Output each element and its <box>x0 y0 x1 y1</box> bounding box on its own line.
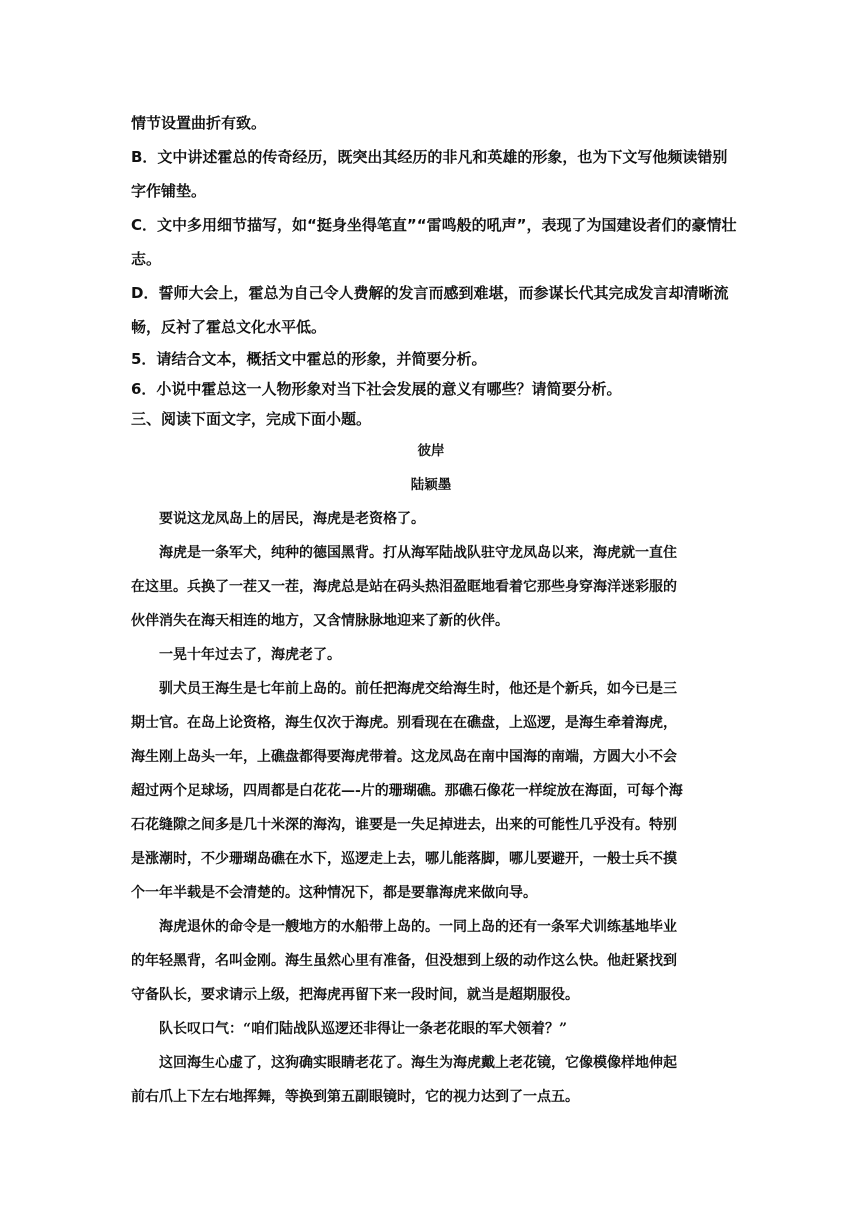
section-three-heading: 三、阅读下面文字，完成下面小题。 <box>131 410 372 428</box>
story-line: 要说这龙凤岛上的居民，海虎是老资格了。 <box>159 511 425 527</box>
story-line: 伙伴消失在海天相连的地方，又含情脉脉地迎来了新的伙伴。 <box>131 613 509 629</box>
story-line: 这回海生心虚了，这狗确实眼睛老花了。海生为海虎戴上老花镜，它像模像样地伸起 <box>159 1055 677 1071</box>
option-c-line: 志。 <box>131 250 162 268</box>
story-line: 一晃十年过去了，海虎老了。 <box>159 647 341 663</box>
story-author: 陆颖墨 <box>410 477 452 493</box>
story-line: 海虎是一条军犬，纯种的德国黑背。打从海军陆战队驻守龙凤岛以来，海虎就一直住 <box>159 545 677 561</box>
document-page <box>131 106 737 1114</box>
story-line: 是涨潮时，不少珊瑚岛礁在水下，巡逻走上去，哪儿能落脚，哪儿要避开，一般士兵不摸 <box>131 851 677 867</box>
question-5: 5．请结合文本，概括文中霍总的形象，并简要分析。 <box>131 350 487 368</box>
story-line: 在这里。兵换了一茬又一茬，海虎总是站在码头热泪盈眶地看着它那些身穿海洋迷彩服的 <box>131 579 677 595</box>
option-d-line: 畅，反衬了霍总文化水平低。 <box>131 318 327 336</box>
story-line: 石花缝隙之间多是几十米深的海沟，谁要是一失足掉进去，出来的可能性几乎没有。特别 <box>131 817 677 833</box>
option-b-line: 字作铺垫。 <box>131 182 207 200</box>
story-line: 守备队长，要求请示上级，把海虎再留下来一段时间，就当是超期服役。 <box>131 987 579 1003</box>
story-title: 彼岸 <box>417 443 445 459</box>
story-line: 驯犬员王海生是七年前上岛的。前任把海虎交给海生时，他还是个新兵，如今已是三 <box>159 681 677 697</box>
story-body <box>131 502 731 1114</box>
story-line: 前右爪上下左右地挥舞，等换到第五副眼镜时，它的视力达到了一点五。 <box>131 1089 579 1105</box>
option-c-line: C．文中多用细节描写，如“挺身坐得笔直”“雷鸣般的吼声”，表现了为国建设者们的豪情壮 <box>131 216 737 234</box>
story-line: 的年轻黑背，名叫金刚。海生虽然心里有准备，但没想到上级的动作这么快。他赶紧找到 <box>131 953 677 969</box>
option-d-line: D．誓师大会上，霍总为自己令人费解的发言而感到难堪，而参谋长代其完成发言却清晰流 <box>131 284 729 302</box>
story-line: 海虎退休的命令是一艘地方的水船带上岛的。一同上岛的还有一条军犬训练基地毕业 <box>159 919 677 935</box>
story-line: 队长叹口气：“咱们陆战队巡逻还非得让一条老花眼的军犬领着？” <box>159 1021 568 1037</box>
story-line: 期士官。在岛上论资格，海生仅次于海虎。别看现在在礁盘，上巡逻，是海生牵着海虎， <box>131 715 677 731</box>
story-line: 超过两个足球场，四周都是白花花—-片的珊瑚礁。那礁石像花一样绽放在海面，可每个海 <box>131 783 683 799</box>
story-line: 个一年半载是不会清楚的。这种情况下，都是要靠海虎来做向导。 <box>131 885 537 901</box>
story-line: 海生刚上岛头一年，上礁盘都得要海虎带着。这龙凤岛在南中国海的南端，方圆大小不会 <box>131 749 677 765</box>
question-line: 情节设置曲折有致。 <box>131 114 267 132</box>
option-b-line: B．文中讲述霍总的传奇经历，既突出其经历的非凡和英雄的形象，也为下文写他频读错别 <box>131 148 728 166</box>
question-6: 6．小说中霍总这一人物形象对当下社会发展的意义有哪些？请简要分析。 <box>131 380 622 398</box>
question-block <box>131 106 737 434</box>
